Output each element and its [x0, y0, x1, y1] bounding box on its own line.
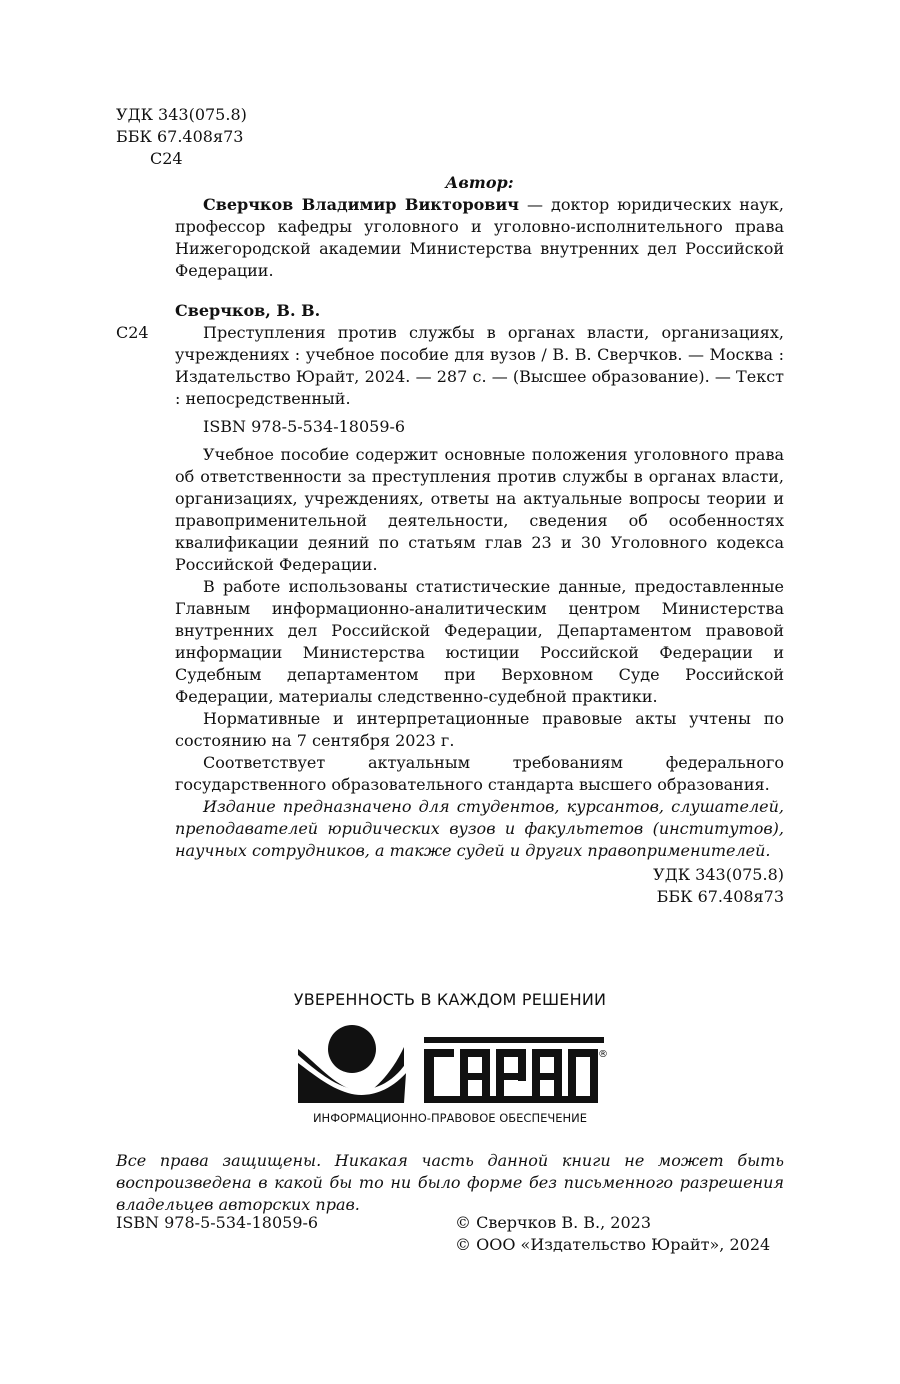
bbk-code: ББК 67.408я73: [116, 127, 244, 146]
abstract-paragraph: Учебное пособие содержит основные положения уголовного права об ответственности за преступления против службы в органах власти, организациях, учреждениях, ответы на актуальные вопросы теории и правоприменительной деятельности, сведения об особенностях квалификации деяний по статьям глав 23 и 30 Уголовного кодекса Российской Федерации.: [175, 445, 784, 574]
bib-author-mark: С24: [116, 323, 149, 342]
logo-slogan: УВЕРЕННОСТЬ В КАЖДОМ РЕШЕНИИ: [293, 990, 607, 1009]
bib-description: Преступления против службы в органах власти, организациях, учреждениях : учебное пособие для вузов / В. В. Сверчков. — Москва : Издательство Юрайт, 2024. — 287 с. — (Высшее образование). — Текст : непосредственный.: [175, 323, 784, 408]
brand-wordmark: [424, 1037, 604, 1103]
logo-subtitle: ИНФОРМАЦИОННО-ПРАВОВОЕ ОБЕСПЕЧЕНИЕ: [312, 1111, 588, 1125]
author-mark: С24: [150, 149, 183, 168]
audience-paragraph: Издание предназначено для студентов, курсантов, слушателей, преподавателей юридических вузов и факультетов (институтов), научных сотрудников, а также судей и других правоприменителей.: [175, 797, 784, 860]
garant-emblem: [290, 1019, 610, 1105]
abstract-paragraph: В работе использованы статистические данные, предоставленные Главным информационно-аналитическим центром Министерства внутренних дел Российской Федерации, Департаментом правовой информации Министерства юстиции Российской Федерации и Судебным департаментом при Верховном Суде Российской Федерации, материалы следственно-судебной практики.: [175, 577, 784, 706]
copyright-author: © Сверчков В. В., 2023: [455, 1213, 652, 1232]
isbn-bottom: ISBN 978-5-534-18059-6: [116, 1213, 319, 1232]
abstract-paragraph: Нормативные и интерпретационные правовые акты учтены по состоянию на 7 сентября 2023 г.: [175, 709, 784, 750]
abstract-paragraph: Соответствует актуальным требованиям федерального государственного образовательного стандарта высшего образования.: [175, 753, 784, 794]
copyright-publisher: © ООО «Издательство Юрайт», 2024: [455, 1235, 771, 1254]
emblem-icon: [298, 1025, 406, 1103]
bib-author: Сверчков, В. В.: [175, 301, 321, 320]
registered-mark: ®: [598, 1049, 608, 1060]
classification-right: [560, 864, 784, 908]
garant-logo: [290, 990, 610, 1125]
udk-code-right: УДК 343(075.8): [653, 865, 784, 884]
udk-code: УДК 343(075.8): [116, 105, 247, 124]
abstract: [175, 444, 784, 862]
rights-notice: Все права защищены. Никакая часть данной книги не может быть воспроизведена в какой бы то ни было форме без письменного разрешения владельцев авторских прав.: [116, 1151, 784, 1214]
isbn: ISBN 978-5-534-18059-6: [203, 417, 406, 436]
author-heading: Автор:: [445, 173, 514, 192]
author-description: — доктор юридических наук, профессор кафедры уголовного и уголовно-исполнительного права Нижегородской академии Министерства внутренних дел Российской Федерации.: [175, 195, 784, 280]
classification-block: [116, 104, 247, 170]
author-info: [175, 194, 784, 282]
bbk-code-right: ББК 67.408я73: [656, 887, 784, 906]
author-name: Сверчков Владимир Викторович: [203, 195, 519, 214]
copyright-block: [455, 1212, 770, 1256]
